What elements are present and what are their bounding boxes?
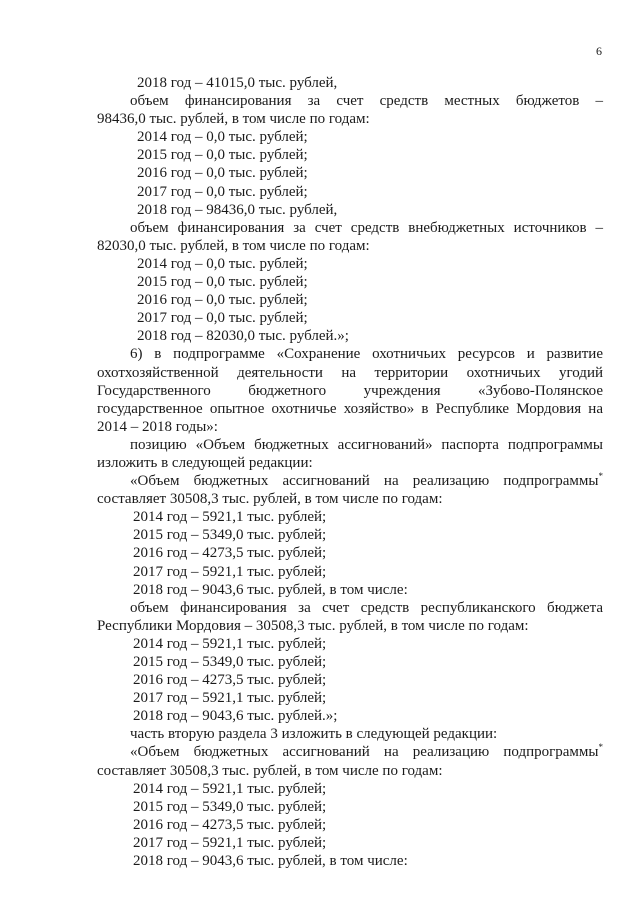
text-line: 2016 год – 0,0 тыс. рублей; [137, 165, 308, 182]
paragraph-position: позицию «Объем бюджетных ассигнований» паспорта подпрограммы изложить в следующей редакции: [97, 436, 603, 471]
quote-text: «Объем бюджетных ассигнований на реализацию подпрограммы [130, 473, 599, 490]
text-line: 2018 год – 9043,6 тыс. рублей, в том числе: [133, 581, 408, 598]
text-line: 2017 год – 0,0 тыс. рублей; [137, 183, 308, 200]
text-line: 2014 год – 0,0 тыс. рублей; [137, 129, 308, 146]
paragraph-subprogram: 6) в подпрограмме «Сохранение охотничьих ресурсов и развитие охотхозяйственной деятельности на территории охотничьих угодий Государственного бюджетного учреждения «Зубово-Полянское государственное опытное охотничье хозяйство» в Республике Мордовия на 2014 – 2018 годы»: [97, 346, 603, 435]
text-line: часть вторую раздела 3 изложить в следующей редакции: [130, 726, 498, 743]
text-line: 82030,0 тыс. рублей, в том числе по годам: [97, 237, 370, 254]
text-line: 2017 год – 5921,1 тыс. рублей; [133, 563, 327, 580]
paragraph-republican-budget: объем финансирования за счет средств республиканского бюджета Республики Мордовия – 30508,3 тыс. рублей, в том числе по годам: [97, 599, 603, 634]
document-body [97, 74, 603, 870]
text-line: 2015 год – 0,0 тыс. рублей; [137, 274, 308, 291]
text-line: объем финансирования за счет средств внебюджетных источников – [130, 219, 603, 236]
text-line: объем финансирования за счет средств местных бюджетов – [130, 93, 603, 110]
text-line: 2016 год – 4273,5 тыс. рублей; [133, 545, 327, 562]
text-line: 2014 год – 5921,1 тыс. рублей; [133, 635, 327, 652]
text-line: 2017 год – 0,0 тыс. рублей; [137, 310, 308, 327]
footnote-mark: * [598, 742, 603, 753]
text-line: 2018 год – 41015,0 тыс. рублей, [137, 75, 338, 91]
text-line: 2018 год – 82030,0 тыс. рублей.»; [137, 328, 349, 345]
page-number: 6 [596, 44, 602, 58]
text-line: 2015 год – 0,0 тыс. рублей; [137, 147, 308, 164]
text-line: составляет 30508,3 тыс. рублей, в том числе по годам: [97, 762, 443, 779]
text-line: 2015 год – 5349,0 тыс. рублей; [133, 654, 327, 670]
text-line: 2017 год – 5921,1 тыс. рублей; [133, 834, 327, 851]
text-line: составляет 30508,3 тыс. рублей, в том числе по годам: [97, 491, 443, 508]
text-line: 2017 год – 5921,1 тыс. рублей; [133, 690, 327, 707]
text-line: 2018 год – 9043,6 тыс. рублей, в том числе: [133, 853, 408, 870]
text-line: 2015 год – 5349,0 тыс. рублей; [133, 527, 327, 544]
text-line: 2016 год – 4273,5 тыс. рублей; [133, 672, 327, 689]
text-line: 2014 год – 5921,1 тыс. рублей; [133, 509, 327, 526]
text-line: 98436,0 тыс. рублей, в том числе по годам: [97, 111, 370, 128]
quote-line [97, 472, 603, 490]
text-line: 2016 год – 4273,5 тыс. рублей; [133, 816, 327, 833]
text-line: 2015 год – 5349,0 тыс. рублей; [133, 798, 327, 815]
footnote-mark: * [598, 471, 603, 482]
quote-text: «Объем бюджетных ассигнований на реализацию подпрограммы [130, 744, 599, 761]
text-line: 2018 год – 9043,6 тыс. рублей.»; [133, 708, 338, 725]
text-line: 2014 год – 5921,1 тыс. рублей; [133, 780, 327, 797]
text-line: 2016 год – 0,0 тыс. рублей; [137, 292, 308, 309]
text-line: 2018 год – 98436,0 тыс. рублей, [137, 201, 338, 218]
quote-line [97, 743, 603, 761]
text-line: 2014 год – 0,0 тыс. рублей; [137, 255, 308, 272]
